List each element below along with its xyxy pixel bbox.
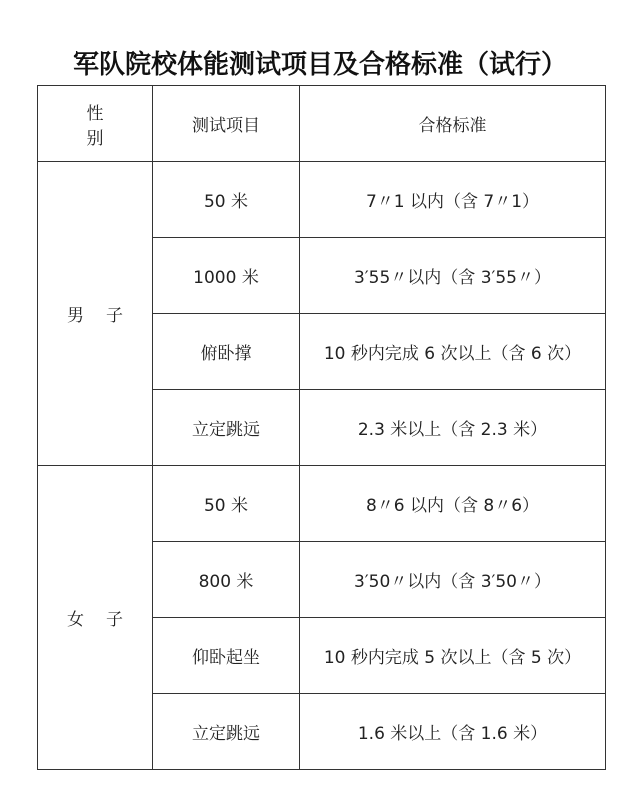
document-title: 军队院校体能测试项目及合格标准（试行） <box>72 50 567 80</box>
gender-cell-male: 男子 <box>38 162 153 466</box>
standard-cell: 2.3 米以上（含 2.3 米） <box>300 390 606 466</box>
item-cell: 50 米 <box>153 162 300 238</box>
standards-table <box>37 85 606 770</box>
item-cell: 立定跳远 <box>153 694 300 770</box>
table-row <box>38 466 606 542</box>
item-cell: 1000 米 <box>153 238 300 314</box>
table-header-row <box>38 86 606 162</box>
standard-cell: 10 秒内完成 6 次以上（含 6 次） <box>300 314 606 390</box>
standard-cell: 3′55〃以内（含 3′55〃） <box>300 238 606 314</box>
standard-cell: 10 秒内完成 5 次以上（含 5 次） <box>300 618 606 694</box>
item-cell: 50 米 <box>153 466 300 542</box>
header-item: 测试项目 <box>153 86 300 162</box>
gender-cell-female: 女子 <box>38 466 153 770</box>
item-cell: 立定跳远 <box>153 390 300 466</box>
item-cell: 800 米 <box>153 542 300 618</box>
standard-cell: 3′50〃以内（含 3′50〃） <box>300 542 606 618</box>
standard-cell: 7〃1 以内（含 7〃1） <box>300 162 606 238</box>
standard-cell: 1.6 米以上（含 1.6 米） <box>300 694 606 770</box>
item-cell: 俯卧撑 <box>153 314 300 390</box>
standard-cell: 8〃6 以内（含 8〃6） <box>300 466 606 542</box>
item-cell: 仰卧起坐 <box>153 618 300 694</box>
header-standard: 合格标准 <box>300 86 606 162</box>
table-row <box>38 162 606 238</box>
header-gender: 性 别 <box>38 86 153 162</box>
